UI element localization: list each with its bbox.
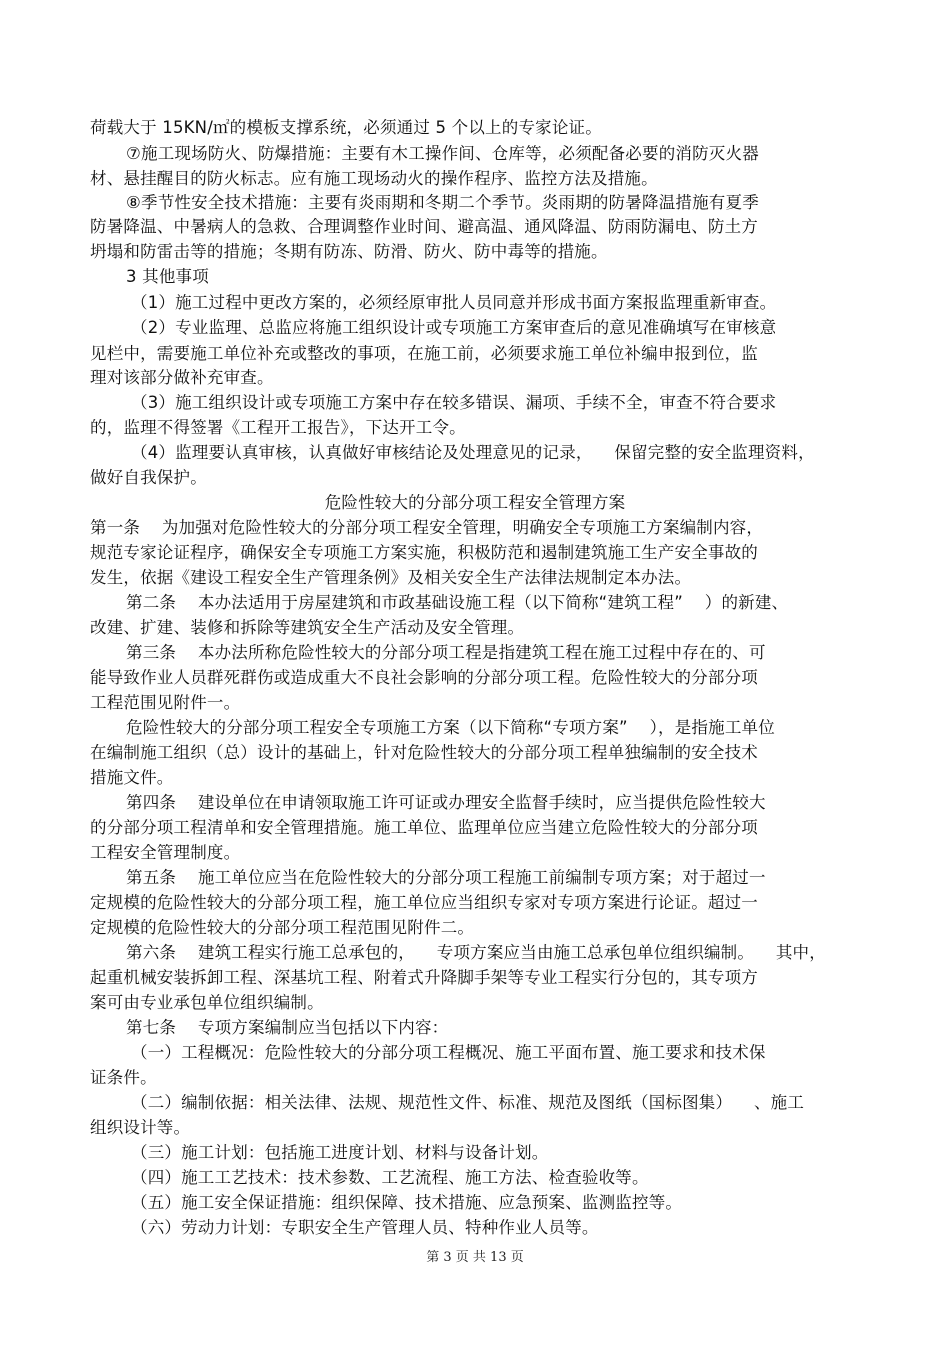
text-line: 理对该部分做补充审查。 xyxy=(90,368,274,387)
text-line: （六）劳动力计划：专职安全生产管理人员、特种作业人员等。 xyxy=(131,1218,599,1237)
text-line: 防暑降温、中暑病人的急救、合理调整作业时间、避高温、通风降温、防雨防漏电、防土方 xyxy=(90,217,758,236)
text-line: 发生，依据《建设工程安全生产管理条例》及相关安全生产法律法规制定本办法。 xyxy=(90,568,692,587)
text-line: （1）施工过程中更改方案的，必须经原审批人员同意并形成书面方案报监理重新审查。 xyxy=(131,293,777,312)
text-line: （二）编制依据：相关法律、法规、规范性文件、标准、规范及图纸（国标图集） 、施工 xyxy=(131,1093,805,1112)
section-heading: 3 其他事项 xyxy=(126,267,209,286)
text-line: 第一条 为加强对危险性较大的分部分项工程安全管理，明确安全专项施工方案编制内容， xyxy=(90,518,764,537)
text-line: （四）施工工艺技术：技术参数、工艺流程、施工方法、检查验收等。 xyxy=(131,1168,649,1187)
text-line: 措施文件。 xyxy=(90,768,174,787)
text-line: 组织设计等。 xyxy=(90,1118,191,1137)
text-line: 的，监理不得签署《工程开工报告》，下达开工令。 xyxy=(90,418,466,437)
text-line: 见栏中，需要施工单位补充或整改的事项，在施工前，必须要求施工单位补编申报到位，监 xyxy=(90,344,758,363)
text-line: 工程范围见附件一。 xyxy=(90,693,241,712)
text-line: （一）工程概况：危险性较大的分部分项工程概况、施工平面布置、施工要求和技术保 xyxy=(131,1043,766,1062)
text-line: 第五条 施工单位应当在危险性较大的分部分项工程施工前编制专项方案；对于超过一 xyxy=(126,868,766,887)
text-line: 做好自我保护。 xyxy=(90,468,207,487)
text-line: 在编制施工组织（总）设计的基础上，针对危险性较大的分部分项工程单独编制的安全技术 xyxy=(90,743,758,762)
text-line: （五）施工安全保证措施：组织保障、技术措施、应急预案、监测监控等。 xyxy=(131,1193,683,1212)
text-line: 危险性较大的分部分项工程安全专项施工方案（以下简称“专项方案” ），是指施工单位 xyxy=(126,718,775,737)
text-line: ⑦施工现场防火、防爆措施：主要有木工操作间、仓库等，必须配备必要的消防灭火器 xyxy=(126,144,759,163)
page-footer: 第 3 页 共 13 页 xyxy=(426,1250,524,1265)
text-line: 第二条 本办法适用于房屋建筑和市政基础设施工程（以下简称“建筑工程” ）的新建、 xyxy=(126,593,789,612)
document-title: 危险性较大的分部分项工程安全管理方案 xyxy=(324,493,626,512)
text-line: 第四条 建设单位在申请领取施工许可证或办理安全监督手续时，应当提供危险性较大 xyxy=(126,793,766,812)
text-line: 证条件。 xyxy=(90,1068,157,1087)
text-line: 改建、扩建、装修和拆除等建筑安全生产活动及安全管理。 xyxy=(90,618,525,637)
text-line: 能导致作业人员群死群伤或造成重大不良社会影响的分部分项工程。危险性较大的分部分项 xyxy=(90,668,758,687)
text-line: 工程安全管理制度。 xyxy=(90,843,241,862)
text-line: 坍塌和防雷击等的措施；冬期有防冻、防滑、防火、防中毒等的措施。 xyxy=(90,242,608,261)
text-line: （4）监理要认真审核，认真做好审核结论及处理意见的记录， 保留完整的安全监理资料， xyxy=(131,443,815,462)
text-line: 的分部分项工程清单和安全管理措施。施工单位、监理单位应当建立危险性较大的分部分项 xyxy=(90,818,758,837)
text-line: （三）施工计划：包括施工进度计划、材料与设备计划。 xyxy=(131,1143,549,1162)
text-line: 起重机械安装拆卸工程、深基坑工程、附着式升降脚手架等专业工程实行分包的，其专项方 xyxy=(90,968,758,987)
text-line: 定规模的危险性较大的分部分项工程范围见附件二。 xyxy=(90,918,475,937)
text-line: 荷载大于 15KN/㎡的模板支撑系统，必须通过 5 个以上的专家论证。 xyxy=(90,118,602,137)
text-line: 定规模的危险性较大的分部分项工程，施工单位应当组织专家对专项方案进行论证。超过一 xyxy=(90,893,758,912)
text-line: （3）施工组织设计或专项施工方案中存在较多错误、漏项、手续不全，审查不符合要求 xyxy=(131,393,777,412)
text-line: ⑧季节性安全技术措施：主要有炎雨期和冬期二个季节。炎雨期的防暑降温措施有夏季 xyxy=(126,193,759,212)
text-line: 规范专家论证程序，确保安全专项施工方案实施，积极防范和遏制建筑施工生产安全事故的 xyxy=(90,543,758,562)
text-line: 第七条 专项方案编制应当包括以下内容： xyxy=(126,1018,449,1037)
text-line: 案可由专业承包单位组织编制。 xyxy=(90,993,324,1012)
text-line: 第三条 本办法所称危险性较大的分部分项工程是指建筑工程在施工过程中存在的、可 xyxy=(126,643,766,662)
text-line: 第六条 建筑工程实行施工总承包的， 专项方案应当由施工总承包单位组织编制。 其中， xyxy=(126,943,826,962)
text-line: （2）专业监理、总监应将施工组织设计或专项施工方案审查后的意见准确填写在审核意 xyxy=(131,318,777,337)
text-line: 材、悬挂醒目的防火标志。应有施工现场动火的操作程序、监控方法及措施。 xyxy=(90,169,658,188)
